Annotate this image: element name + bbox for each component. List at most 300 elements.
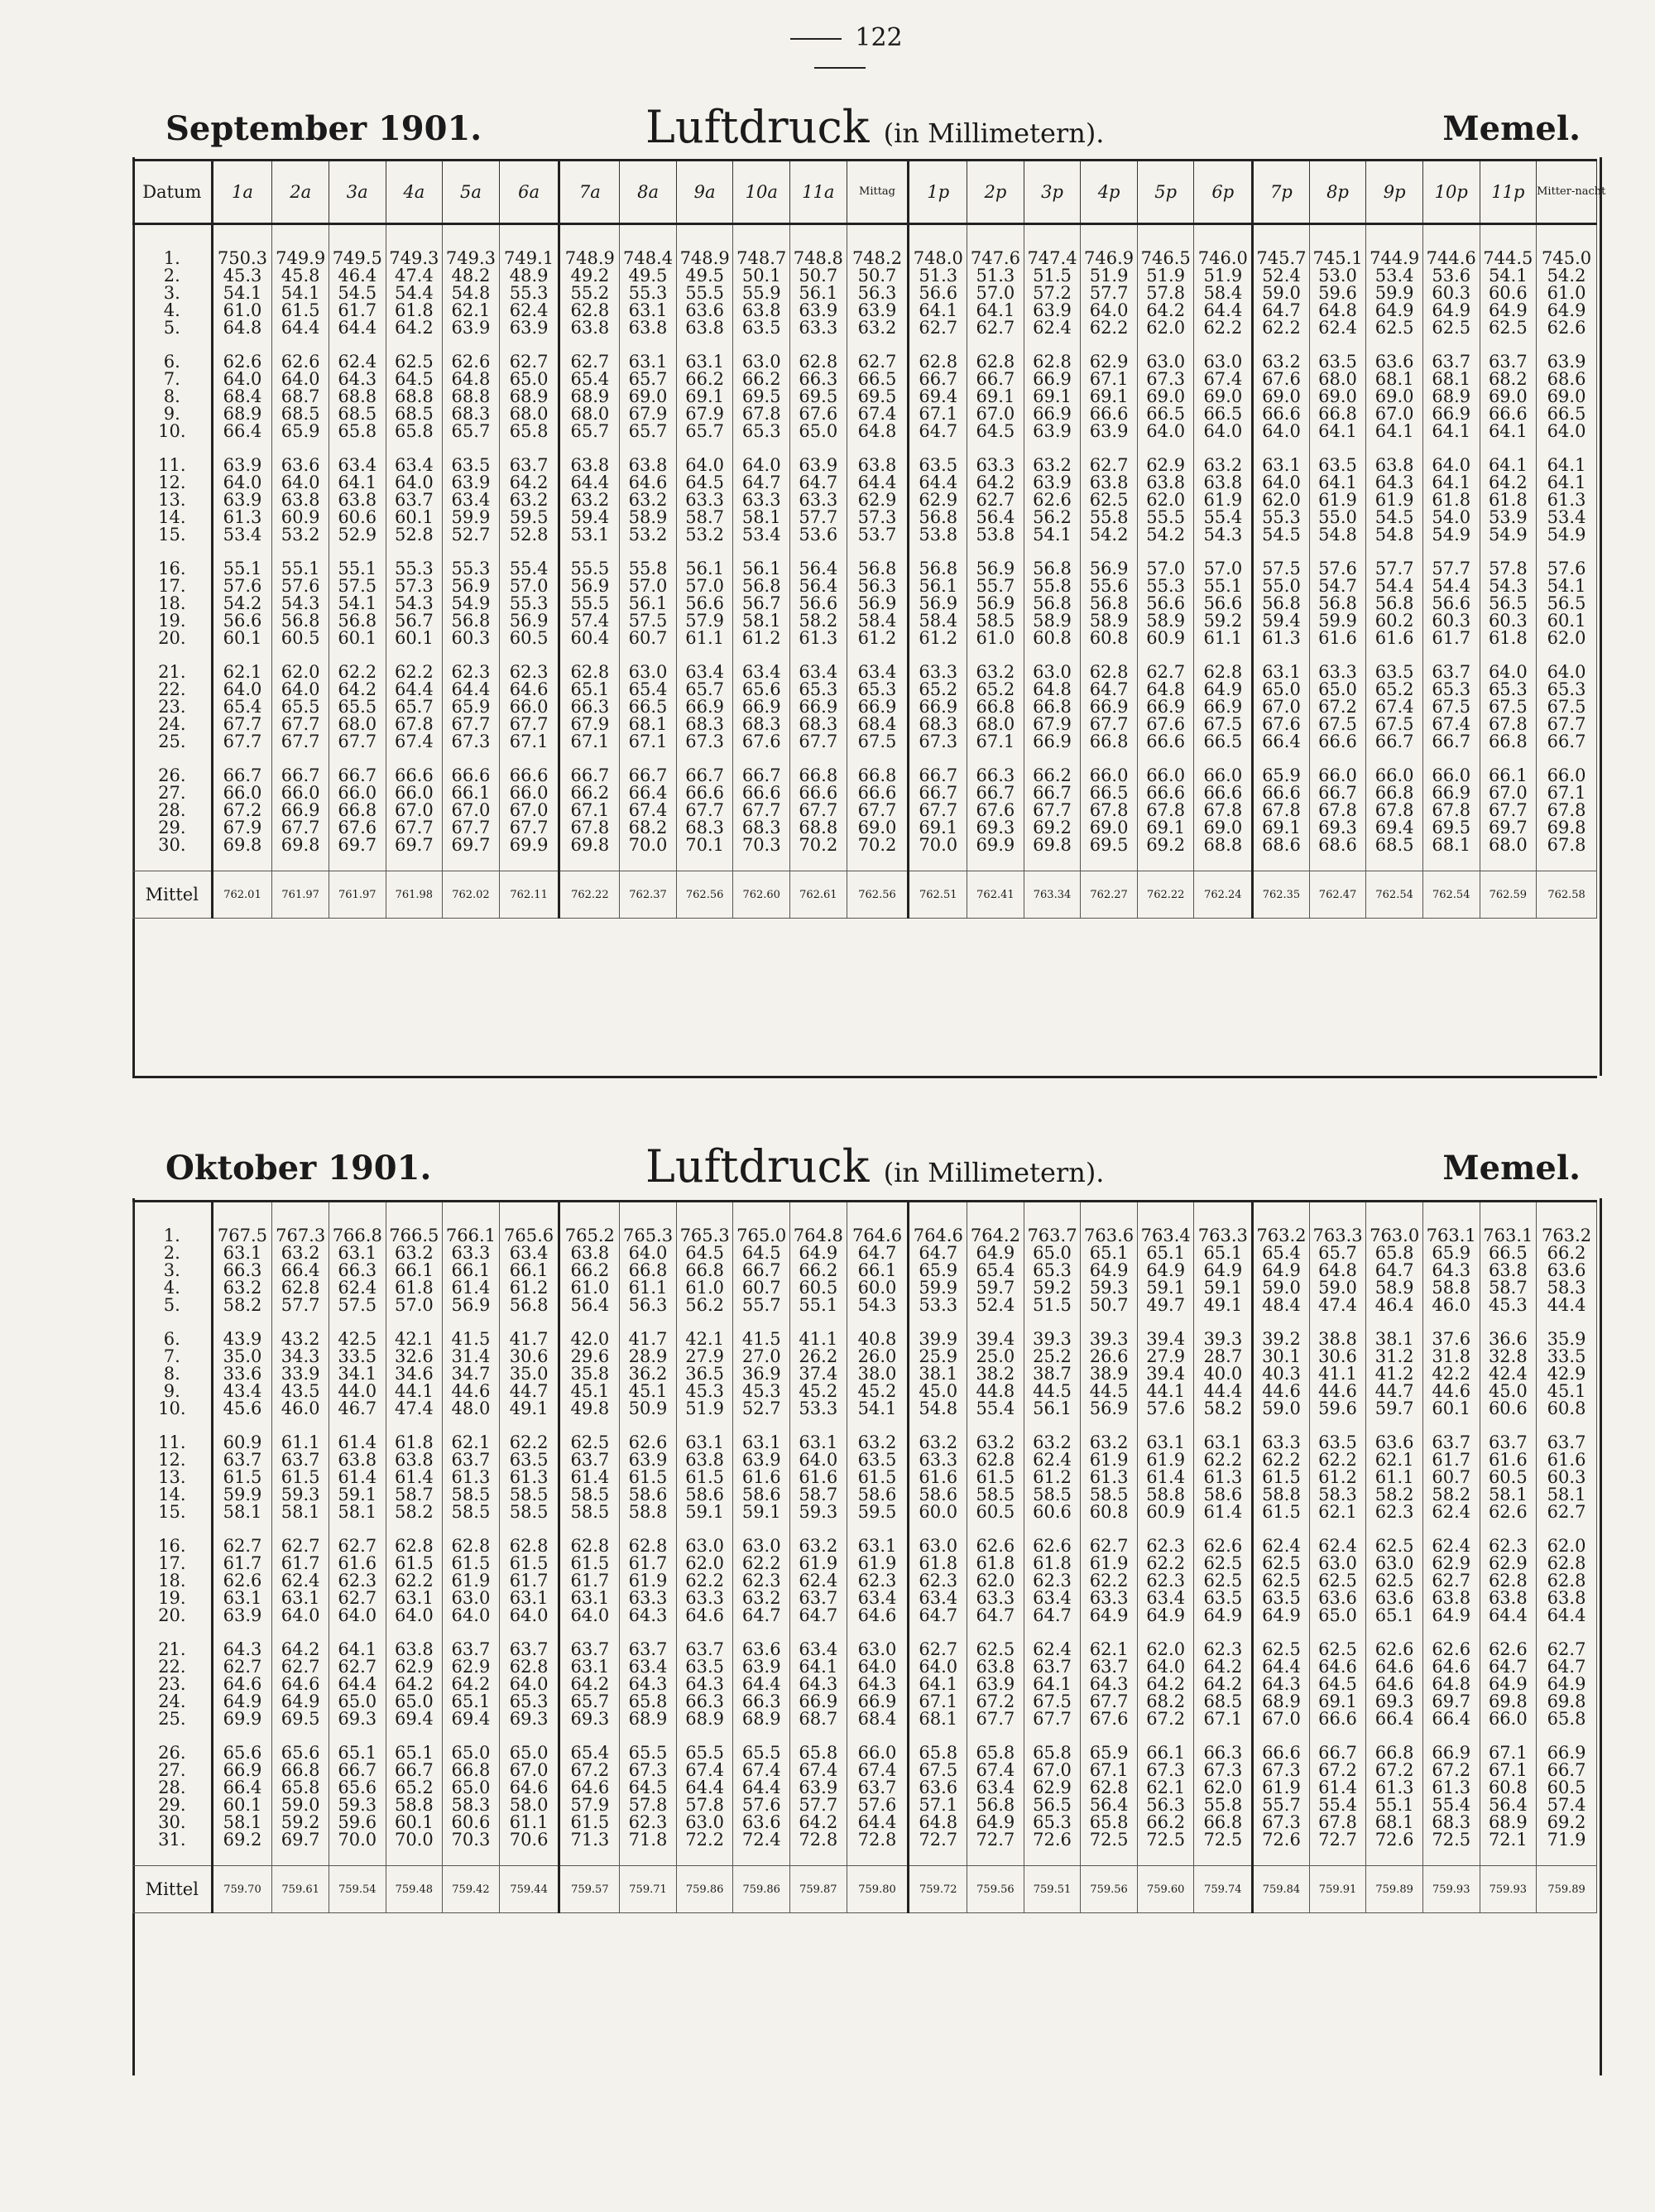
pressure-cell: 58.6 — [847, 1486, 909, 1504]
title-text: Luftdruck — [645, 101, 870, 153]
pressure-cell: 62.5 — [1253, 1555, 1310, 1572]
pressure-cell: 64.4 — [329, 1676, 386, 1693]
pressure-cell: 68.7 — [272, 388, 329, 405]
pressure-cell: 66.7 — [967, 785, 1024, 802]
pressure-cell: 67.5 — [1309, 716, 1366, 733]
pressure-cell: 69.7 — [329, 837, 386, 854]
pressure-cell: 66.6 — [1309, 1711, 1366, 1728]
pressure-cell: 38.7 — [1024, 1365, 1081, 1383]
pressure-cell: 56.8 — [909, 509, 967, 526]
pressure-cell: 55.7 — [1253, 1797, 1310, 1814]
pressure-cell: 55.1 — [790, 1297, 847, 1314]
pressure-cell: 55.1 — [272, 560, 329, 578]
pressure-cell: 65.4 — [559, 371, 620, 388]
pressure-cell: 65.8 — [386, 423, 443, 440]
pressure-cell: 68.3 — [676, 716, 733, 733]
pressure-cell: 63.9 — [967, 1676, 1024, 1693]
date-cell: 2. — [133, 267, 213, 285]
date-cell: 21. — [133, 664, 213, 681]
pressure-cell: 27.9 — [1137, 1348, 1194, 1365]
pressure-cell: 750.3 — [212, 250, 272, 267]
pressure-cell: 64.1 — [1309, 474, 1366, 492]
mean-cell: 762.58 — [1537, 871, 1597, 919]
pressure-cell: 72.6 — [1253, 1831, 1310, 1849]
pressure-cell: 69.1 — [1024, 388, 1081, 405]
pressure-cell: 64.7 — [1366, 1262, 1423, 1279]
pressure-cell: 66.8 — [1024, 698, 1081, 716]
pressure-cell: 55.3 — [386, 560, 443, 578]
pressure-cell: 67.6 — [790, 405, 847, 423]
pressure-cell: 62.2 — [386, 1572, 443, 1590]
pressure-cell: 68.6 — [1309, 837, 1366, 854]
pressure-cell: 67.2 — [1137, 1711, 1194, 1728]
pressure-cell: 63.4 — [790, 1641, 847, 1658]
pressure-cell: 748.2 — [847, 250, 909, 267]
pressure-cell: 45.8 — [272, 267, 329, 285]
pressure-cell: 62.4 — [329, 1279, 386, 1297]
header-hour: 10a — [733, 161, 790, 224]
pressure-cell: 62.4 — [1253, 1538, 1310, 1555]
mean-cell: 762.02 — [443, 871, 500, 919]
mean-cell: 759.86 — [733, 1866, 790, 1913]
pressure-cell: 62.0 — [967, 1572, 1024, 1590]
pressure-cell: 57.2 — [1024, 285, 1081, 302]
pressure-cell: 59.5 — [847, 1504, 909, 1521]
pressure-cell: 66.8 — [1366, 785, 1423, 802]
pressure-cell: 61.6 — [329, 1555, 386, 1572]
pressure-cell: 58.6 — [909, 1486, 967, 1504]
pressure-cell: 61.3 — [212, 509, 272, 526]
pressure-cell: 54.1 — [1480, 267, 1537, 285]
pressure-cell: 62.5 — [967, 1641, 1024, 1658]
pressure-cell: 44.7 — [1366, 1383, 1423, 1400]
pressure-cell: 61.9 — [790, 1555, 847, 1572]
pressure-cell: 58.2 — [1366, 1486, 1423, 1504]
pressure-cell: 63.5 — [1309, 353, 1366, 371]
pressure-cell: 63.6 — [909, 1779, 967, 1797]
pressure-cell: 64.2 — [1194, 1676, 1253, 1693]
pressure-cell: 63.3 — [733, 492, 790, 509]
pressure-cell: 63.7 — [272, 1451, 329, 1469]
pressure-cell: 68.8 — [1194, 837, 1253, 854]
pressure-cell: 61.0 — [559, 1279, 620, 1297]
pressure-cell: 39.2 — [1253, 1331, 1310, 1348]
pressure-cell: 63.4 — [1024, 1590, 1081, 1607]
pressure-cell: 64.3 — [1366, 474, 1423, 492]
pressure-cell: 55.3 — [620, 285, 677, 302]
pressure-cell: 63.8 — [733, 302, 790, 319]
pressure-cell: 69.3 — [559, 1711, 620, 1728]
pressure-cell: 63.7 — [386, 492, 443, 509]
pressure-cell: 53.2 — [620, 526, 677, 544]
pressure-cell: 69.1 — [967, 388, 1024, 405]
header-hour: 5p — [1137, 161, 1194, 224]
pressure-cell: 53.9 — [1480, 509, 1537, 526]
pressure-cell: 60.1 — [386, 1814, 443, 1831]
header-hour: 4p — [1081, 161, 1138, 224]
spacer-row — [133, 224, 1597, 251]
pressure-cell: 67.2 — [1309, 1762, 1366, 1779]
pressure-cell: 67.6 — [329, 819, 386, 837]
pressure-cell: 58.6 — [1194, 1486, 1253, 1504]
pressure-cell: 64.5 — [1309, 1676, 1366, 1693]
pressure-cell: 62.4 — [1024, 319, 1081, 337]
pressure-cell: 60.7 — [620, 630, 677, 647]
pressure-cell: 60.1 — [212, 630, 272, 647]
pressure-cell: 64.7 — [909, 1245, 967, 1262]
pressure-cell: 64.6 — [847, 1607, 909, 1624]
pressure-cell: 66.0 — [1422, 767, 1480, 785]
mean-cell: 759.60 — [1137, 1866, 1194, 1913]
mean-cell: 761.97 — [272, 871, 329, 919]
pressure-cell: 67.1 — [1480, 1762, 1537, 1779]
pressure-cell: 69.3 — [1309, 819, 1366, 837]
pressure-cell: 62.7 — [1537, 1504, 1597, 1521]
pressure-cell: 64.7 — [1253, 302, 1310, 319]
mean-cell: 762.41 — [967, 871, 1024, 919]
pressure-cell: 64.9 — [1537, 1676, 1597, 1693]
pressure-cell: 54.8 — [443, 285, 500, 302]
pressure-cell: 66.7 — [733, 1262, 790, 1279]
header-hour: Mittag — [847, 161, 909, 224]
pressure-cell: 69.2 — [1537, 1814, 1597, 1831]
pressure-cell: 64.0 — [272, 474, 329, 492]
pressure-cell: 64.1 — [1422, 474, 1480, 492]
mean-cell: 762.51 — [909, 871, 967, 919]
pressure-cell: 57.7 — [272, 1297, 329, 1314]
pressure-cell: 58.1 — [733, 509, 790, 526]
pressure-cell: 60.3 — [1537, 1469, 1597, 1486]
pressure-cell: 63.6 — [1366, 1590, 1423, 1607]
pressure-cell: 49.1 — [1194, 1297, 1253, 1314]
pressure-cell: 68.9 — [1422, 388, 1480, 405]
pressure-cell: 53.8 — [909, 526, 967, 544]
pressure-cell: 62.2 — [386, 664, 443, 681]
pressure-cell: 54.8 — [1309, 526, 1366, 544]
pressure-cell: 57.9 — [676, 612, 733, 630]
pressure-cell: 59.6 — [329, 1814, 386, 1831]
pressure-cell: 58.1 — [733, 612, 790, 630]
table-row — [133, 802, 1597, 819]
pressure-cell: 62.2 — [1309, 1451, 1366, 1469]
pressure-cell: 66.0 — [386, 785, 443, 802]
pressure-cell: 68.3 — [733, 716, 790, 733]
pressure-cell: 66.4 — [272, 1262, 329, 1279]
pressure-cell: 26.2 — [790, 1348, 847, 1365]
pressure-cell: 766.5 — [386, 1227, 443, 1245]
pressure-cell: 67.8 — [1081, 802, 1138, 819]
pressure-cell: 68.8 — [790, 819, 847, 837]
pressure-cell: 63.0 — [1309, 1555, 1366, 1572]
pressure-cell: 26.6 — [1081, 1348, 1138, 1365]
pressure-cell: 63.9 — [212, 457, 272, 474]
pressure-cell: 67.4 — [847, 1762, 909, 1779]
pressure-cell: 58.6 — [620, 1486, 677, 1504]
pressure-cell: 64.9 — [1480, 302, 1537, 319]
table-row — [133, 1779, 1597, 1797]
pressure-cell: 62.1 — [443, 1434, 500, 1451]
pressure-cell: 53.2 — [676, 526, 733, 544]
pressure-cell: 58.7 — [386, 1486, 443, 1504]
pressure-cell: 53.1 — [559, 526, 620, 544]
pressure-cell: 63.7 — [1024, 1658, 1081, 1676]
pressure-cell: 67.0 — [1366, 405, 1423, 423]
pressure-cell: 765.3 — [620, 1227, 677, 1245]
pressure-cell: 64.4 — [733, 1779, 790, 1797]
pressure-cell: 66.5 — [1137, 405, 1194, 423]
pressure-cell: 58.2 — [386, 1504, 443, 1521]
pressure-cell: 63.3 — [1081, 1590, 1138, 1607]
pressure-cell: 60.1 — [1537, 612, 1597, 630]
pressure-cell: 49.1 — [499, 1400, 559, 1418]
pressure-cell: 72.8 — [790, 1831, 847, 1849]
pressure-cell: 44.1 — [386, 1383, 443, 1400]
pressure-cell: 67.5 — [1537, 698, 1597, 716]
pressure-cell: 68.1 — [620, 716, 677, 733]
pressure-cell: 64.9 — [1480, 1676, 1537, 1693]
pressure-cell: 69.4 — [443, 1711, 500, 1728]
pressure-cell: 64.4 — [443, 681, 500, 698]
pressure-cell: 69.3 — [329, 1711, 386, 1728]
pressure-cell: 746.0 — [1194, 250, 1253, 267]
pressure-cell: 63.9 — [733, 1658, 790, 1676]
pressure-cell: 64.4 — [386, 681, 443, 698]
pressure-cell: 49.8 — [559, 1400, 620, 1418]
pressure-cell: 53.4 — [212, 526, 272, 544]
pressure-cell: 39.9 — [909, 1331, 967, 1348]
pressure-cell: 58.2 — [1194, 1400, 1253, 1418]
pressure-cell: 60.1 — [386, 509, 443, 526]
pressure-cell: 62.0 — [1537, 1538, 1597, 1555]
pressure-cell: 64.1 — [1024, 1676, 1081, 1693]
pressure-cell: 67.5 — [909, 1762, 967, 1779]
pressure-cell: 62.5 — [559, 1434, 620, 1451]
pressure-cell: 66.9 — [1422, 785, 1480, 802]
pressure-cell: 66.9 — [676, 698, 733, 716]
mean-cell: 762.54 — [1366, 871, 1423, 919]
pressure-cell: 64.4 — [847, 474, 909, 492]
date-cell: 25. — [133, 1711, 213, 1728]
pressure-cell: 60.8 — [1081, 1504, 1138, 1521]
pressure-cell: 58.8 — [1253, 1486, 1310, 1504]
pressure-cell: 72.7 — [1309, 1831, 1366, 1849]
pressure-cell: 60.5 — [1537, 1779, 1597, 1797]
pressure-cell: 44.4 — [1194, 1383, 1253, 1400]
pressure-cell: 64.2 — [443, 1676, 500, 1693]
pressure-cell: 63.8 — [386, 1641, 443, 1658]
pressure-cell: 67.2 — [1309, 698, 1366, 716]
pressure-cell: 54.5 — [1366, 509, 1423, 526]
pressure-cell: 39.3 — [1024, 1331, 1081, 1348]
table-row — [133, 1504, 1597, 1521]
table-row — [133, 1262, 1597, 1279]
pressure-cell: 65.0 — [1309, 1607, 1366, 1624]
pressure-cell: 67.2 — [212, 802, 272, 819]
pressure-cell: 63.2 — [499, 492, 559, 509]
pressure-cell: 68.3 — [909, 716, 967, 733]
pressure-cell: 52.4 — [1253, 267, 1310, 285]
pressure-cell: 66.9 — [272, 802, 329, 819]
pressure-cell: 55.5 — [1137, 509, 1194, 526]
pressure-cell: 60.9 — [212, 1434, 272, 1451]
pressure-cell: 68.2 — [1480, 371, 1537, 388]
pressure-cell: 67.3 — [1194, 1762, 1253, 1779]
pressure-cell: 63.7 — [1422, 664, 1480, 681]
pressure-cell: 32.6 — [386, 1348, 443, 1365]
pressure-cell: 64.6 — [676, 1607, 733, 1624]
pressure-cell: 64.0 — [909, 1658, 967, 1676]
pressure-cell: 60.5 — [1480, 1469, 1537, 1486]
pressure-cell: 67.9 — [676, 405, 733, 423]
pressure-cell: 66.2 — [733, 371, 790, 388]
pressure-cell: 72.5 — [1422, 1831, 1480, 1849]
pressure-cell: 67.4 — [620, 802, 677, 819]
pressure-cell: 62.4 — [499, 302, 559, 319]
pressure-cell: 66.3 — [212, 1262, 272, 1279]
pressure-cell: 66.7 — [909, 371, 967, 388]
pressure-cell: 61.8 — [386, 302, 443, 319]
pressure-cell: 70.2 — [790, 837, 847, 854]
pressure-cell: 66.7 — [1422, 733, 1480, 751]
pressure-cell: 46.0 — [272, 1400, 329, 1418]
pressure-cell: 62.4 — [1309, 1538, 1366, 1555]
table-row — [133, 1227, 1597, 1245]
pressure-cell: 33.6 — [212, 1365, 272, 1383]
pressure-cell: 763.1 — [1480, 1227, 1537, 1245]
date-cell: 7. — [133, 371, 213, 388]
mean-cell: 759.44 — [499, 1866, 559, 1913]
pressure-cell: 67.7 — [212, 733, 272, 751]
pressure-cell: 56.4 — [1480, 1797, 1537, 1814]
pressure-cell: 67.5 — [1422, 698, 1480, 716]
pressure-cell: 63.1 — [790, 1434, 847, 1451]
pressure-cell: 64.5 — [676, 474, 733, 492]
pressure-cell: 48.0 — [443, 1400, 500, 1418]
date-cell: 15. — [133, 1504, 213, 1521]
pressure-cell: 63.8 — [272, 492, 329, 509]
pressure-cell: 68.3 — [1422, 1814, 1480, 1831]
pressure-cell: 43.4 — [212, 1383, 272, 1400]
pressure-cell: 53.8 — [967, 526, 1024, 544]
pressure-cell: 69.5 — [272, 1711, 329, 1728]
pressure-cell: 64.0 — [1081, 302, 1138, 319]
pressure-cell: 58.1 — [212, 1504, 272, 1521]
pressure-cell: 65.3 — [847, 681, 909, 698]
pressure-cell: 66.9 — [1194, 698, 1253, 716]
pressure-cell: 65.9 — [909, 1262, 967, 1279]
pressure-cell: 65.4 — [559, 1744, 620, 1762]
date-cell: 13. — [133, 1469, 213, 1486]
pressure-cell: 62.8 — [1024, 353, 1081, 371]
pressure-cell: 65.7 — [559, 1693, 620, 1711]
pressure-cell: 62.7 — [272, 1538, 329, 1555]
pressure-cell: 62.7 — [847, 353, 909, 371]
pressure-cell: 65.8 — [272, 1779, 329, 1797]
pressure-cell: 28.7 — [1194, 1348, 1253, 1365]
pressure-cell: 56.4 — [790, 560, 847, 578]
pressure-cell: 56.1 — [733, 560, 790, 578]
pressure-cell: 64.0 — [272, 681, 329, 698]
pressure-cell: 59.6 — [1309, 285, 1366, 302]
pressure-cell: 64.8 — [909, 1814, 967, 1831]
pressure-cell: 64.7 — [1537, 1658, 1597, 1676]
pressure-cell: 68.8 — [329, 388, 386, 405]
pressure-cell: 69.8 — [272, 837, 329, 854]
pressure-cell: 66.0 — [1537, 767, 1597, 785]
pressure-cell: 61.3 — [1253, 630, 1310, 647]
pressure-cell: 42.5 — [329, 1331, 386, 1348]
pressure-cell: 64.2 — [386, 1676, 443, 1693]
date-cell: 7. — [133, 1348, 213, 1365]
pressure-cell: 66.7 — [1024, 785, 1081, 802]
pressure-cell: 65.3 — [790, 681, 847, 698]
pressure-cell: 61.7 — [620, 1555, 677, 1572]
pressure-cell: 57.7 — [1366, 560, 1423, 578]
pressure-cell: 54.0 — [1422, 509, 1480, 526]
pressure-cell: 64.5 — [386, 371, 443, 388]
mean-cell: 762.61 — [790, 871, 847, 919]
pressure-cell: 67.4 — [1422, 716, 1480, 733]
pressure-cell: 58.7 — [790, 1486, 847, 1504]
pressure-cell: 55.8 — [1081, 509, 1138, 526]
pressure-cell: 61.9 — [847, 1555, 909, 1572]
pressure-cell: 60.1 — [212, 1797, 272, 1814]
pressure-cell: 55.9 — [733, 285, 790, 302]
pressure-cell: 44.6 — [1422, 1383, 1480, 1400]
pressure-cell: 31.8 — [1422, 1348, 1480, 1365]
pressure-cell: 56.8 — [1081, 595, 1138, 612]
pressure-cell: 64.4 — [1480, 1607, 1537, 1624]
pressure-cell: 61.8 — [386, 1434, 443, 1451]
pressure-cell: 69.1 — [1137, 819, 1194, 837]
pressure-cell: 55.1 — [329, 560, 386, 578]
pressure-cell: 64.3 — [847, 1676, 909, 1693]
pressure-cell: 64.1 — [329, 474, 386, 492]
pressure-cell: 44.7 — [499, 1383, 559, 1400]
pressure-cell: 62.3 — [1480, 1538, 1537, 1555]
header-hour: Mitter-nacht — [1537, 161, 1597, 224]
pressure-cell: 66.0 — [499, 785, 559, 802]
pressure-cell: 64.0 — [620, 1245, 677, 1262]
pressure-cell: 54.9 — [443, 595, 500, 612]
pressure-cell: 60.2 — [1366, 612, 1423, 630]
pressure-cell: 64.5 — [620, 1779, 677, 1797]
pressure-cell: 58.1 — [1537, 1486, 1597, 1504]
pressure-cell: 60.0 — [847, 1279, 909, 1297]
pressure-cell: 62.7 — [329, 1590, 386, 1607]
mean-cell: 762.47 — [1309, 871, 1366, 919]
pressure-cell: 764.8 — [790, 1227, 847, 1245]
pressure-cell: 61.7 — [272, 1555, 329, 1572]
pressure-cell: 39.4 — [1137, 1331, 1194, 1348]
pressure-cell: 69.0 — [1194, 819, 1253, 837]
pressure-cell: 60.1 — [386, 630, 443, 647]
pressure-cell: 65.3 — [1024, 1262, 1081, 1279]
table-row — [133, 630, 1597, 647]
pressure-cell: 62.7 — [329, 1538, 386, 1555]
pressure-cell: 66.9 — [847, 1693, 909, 1711]
pressure-cell: 62.3 — [1366, 1504, 1423, 1521]
pressure-cell: 63.2 — [272, 1245, 329, 1262]
pressure-cell: 52.4 — [967, 1297, 1024, 1314]
pressure-cell: 68.3 — [790, 716, 847, 733]
pressure-cell: 63.1 — [212, 1590, 272, 1607]
pressure-cell: 51.3 — [967, 267, 1024, 285]
pressure-cell: 35.8 — [559, 1365, 620, 1383]
pressure-cell: 62.8 — [1194, 664, 1253, 681]
pressure-cell: 65.2 — [386, 1779, 443, 1797]
pressure-cell: 58.3 — [443, 1797, 500, 1814]
